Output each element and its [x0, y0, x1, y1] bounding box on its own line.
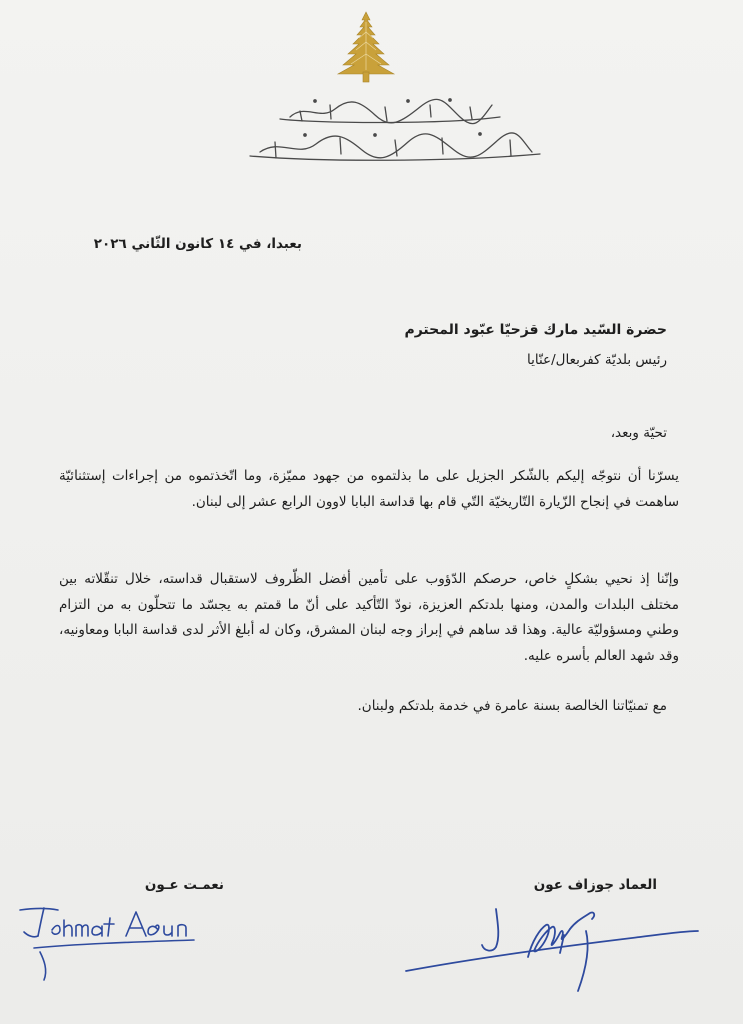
closing-line: مع تمنيّاتنا الخالصة بسنة عامرة في خدمة بلدتكم ولبنان.: [357, 698, 667, 714]
handwritten-signature-right: [400, 895, 700, 1005]
body-paragraph-2: وإنّنا إذ نحيي بشكلٍ خاص، حرصكم الدّؤوب على تأمين أفضل الظّروف لاستقبال قداسته، خلال تنقّلاته بين مختلف البلدات والمدن، ومنها بلدتكم العزيزة، نودّ التّأكيد على أنّ ما قمتم به يجسّد ما تتحلّون به من التزام وطني ومسؤوليّة عالية. وهذا قد ساهم في إبراز وجه لبنان المشرق، وكان له أبلغ الأثر لدى قداسة البابا ومعاونيه، وقد شهد العالم بأسره عليه.: [59, 571, 679, 664]
addressee-name: حضرة السّيد مارك قزحيّا عبّود المحترم: [404, 322, 667, 338]
body-paragraph-1: يسرّنا أن نتوجّه إليكم بالشّكر الجزيل على ما بذلتموه من جهود مميّزة، وما اتّخذتموه من إجراءات إستثنائيّة ساهمت في إنجاح الزّيارة التّاريخيّة التّي قام بها قداسة البابا لاوون الرابع عشر إلى لبنان.: [59, 468, 679, 510]
cedar-emblem-icon: [334, 10, 398, 84]
letterhead-line-1: [180, 95, 560, 127]
greeting: تحيّة وبعد،: [610, 425, 667, 441]
letter-date: بعبدا، في ١٤ كانون الثّاني ٢٠٢٦: [93, 236, 302, 252]
handwritten-signature-left: [14, 900, 214, 990]
signer-name-right: العماد جوزاف عون: [533, 877, 657, 893]
addressee-role: رئيس بلديّة كفربعال/عنّايا: [526, 352, 667, 368]
signer-name-left: نعمـت عـون: [144, 877, 224, 893]
letterhead-line-2: [180, 128, 560, 164]
